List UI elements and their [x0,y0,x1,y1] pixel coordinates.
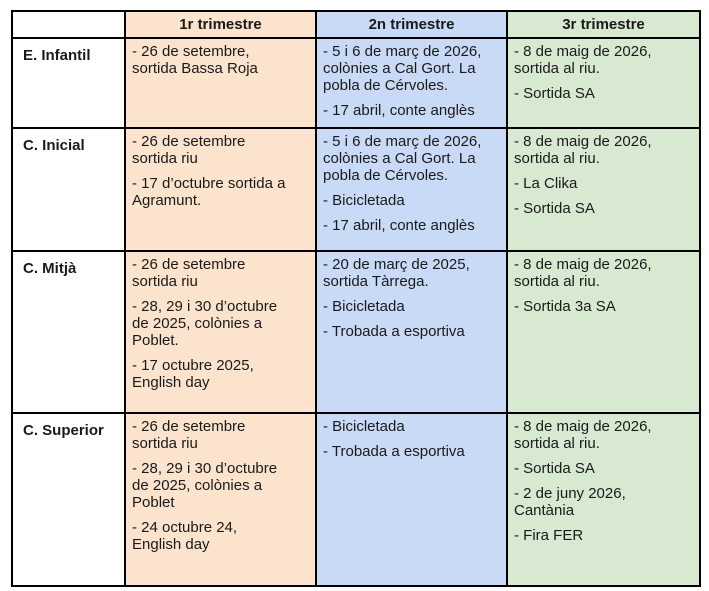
activity-item: - 26 de setembre sortida riu [132,256,246,290]
cell-trimester-2 [316,251,507,413]
cell-trimester-2 [316,128,507,251]
cell-trimester-1 [125,251,316,413]
activity-item: - Fira FER [514,527,584,544]
cell-trimester-3 [507,413,700,586]
activity-item: - Sortida 3a SA [514,298,616,315]
activity-item: - 28, 29 i 30 d’octubre de 2025, colònies a Poblet. [132,298,278,349]
activity-item: - 5 i 6 de març de 2026, colònies a Cal Gort. La pobla de Cérvoles. [323,43,482,94]
activities-table [11,10,701,587]
activity-item: - 26 de setembre sortida riu [132,418,246,452]
activity-item: - 20 de març de 2025, sortida Tàrrega. [323,256,470,290]
header-trimester-3: 3r trimestre [507,11,700,38]
stage-label-c-superior: C. Superior [12,413,125,586]
header-corner [12,11,125,38]
activity-item: - 28, 29 i 30 d’octubre de 2025, colònies a Poblet [132,460,278,511]
activity-item: - 2 de juny 2026, Cantània [514,485,626,519]
activity-item: - 17 octubre 2025, English day [132,357,254,391]
activity-item: - 8 de maig de 2026, sortida al riu. [514,256,652,290]
cell-trimester-1 [125,38,316,128]
activity-item: - Sortida SA [514,460,595,477]
cell-trimester-1 [125,128,316,251]
activity-item: - 8 de maig de 2026, sortida al riu. [514,418,652,452]
activity-item: - Bicicletada [323,418,405,435]
table-row [12,251,700,413]
header-trimester-1: 1r trimestre [125,11,316,38]
activity-item: - Sortida SA [514,85,595,102]
activity-item: - 17 abril, conte anglès [323,217,475,234]
stage-label-e-infantil: E. Infantil [12,38,125,128]
table-row [12,38,700,128]
cell-trimester-3 [507,128,700,251]
cell-trimester-2 [316,38,507,128]
header-trimester-2: 2n trimestre [316,11,507,38]
cell-trimester-3 [507,251,700,413]
activity-item: - 8 de maig de 2026, sortida al riu. [514,43,652,77]
activity-item: - 5 i 6 de març de 2026, colònies a Cal Gort. La pobla de Cérvoles. [323,133,482,184]
activity-item: - 24 octubre 24, English day [132,519,238,553]
cell-trimester-3 [507,38,700,128]
table-row [12,413,700,586]
activity-item: - Bicicletada [323,192,405,209]
activity-item: - 8 de maig de 2026, sortida al riu. [514,133,652,167]
stage-label-c-mitja: C. Mitjà [12,251,125,413]
table-row [12,128,700,251]
activity-item: - Trobada a esportiva [323,443,465,460]
stage-label-c-inicial: C. Inicial [12,128,125,251]
activity-item: - 26 de setembre, sortida Bassa Roja [132,43,258,77]
header-row [12,11,700,38]
cell-trimester-1 [125,413,316,586]
cell-trimester-2 [316,413,507,586]
activity-item: - 26 de setembre sortida riu [132,133,246,167]
activity-item: - Trobada a esportiva [323,323,465,340]
activity-item: - Sortida SA [514,200,595,217]
activity-item: - Bicicletada [323,298,405,315]
activity-item: - 17 d’octubre sortida a Agramunt. [132,175,286,209]
activity-item: - 17 abril, conte anglès [323,102,475,119]
activity-item: - La Clika [514,175,578,192]
